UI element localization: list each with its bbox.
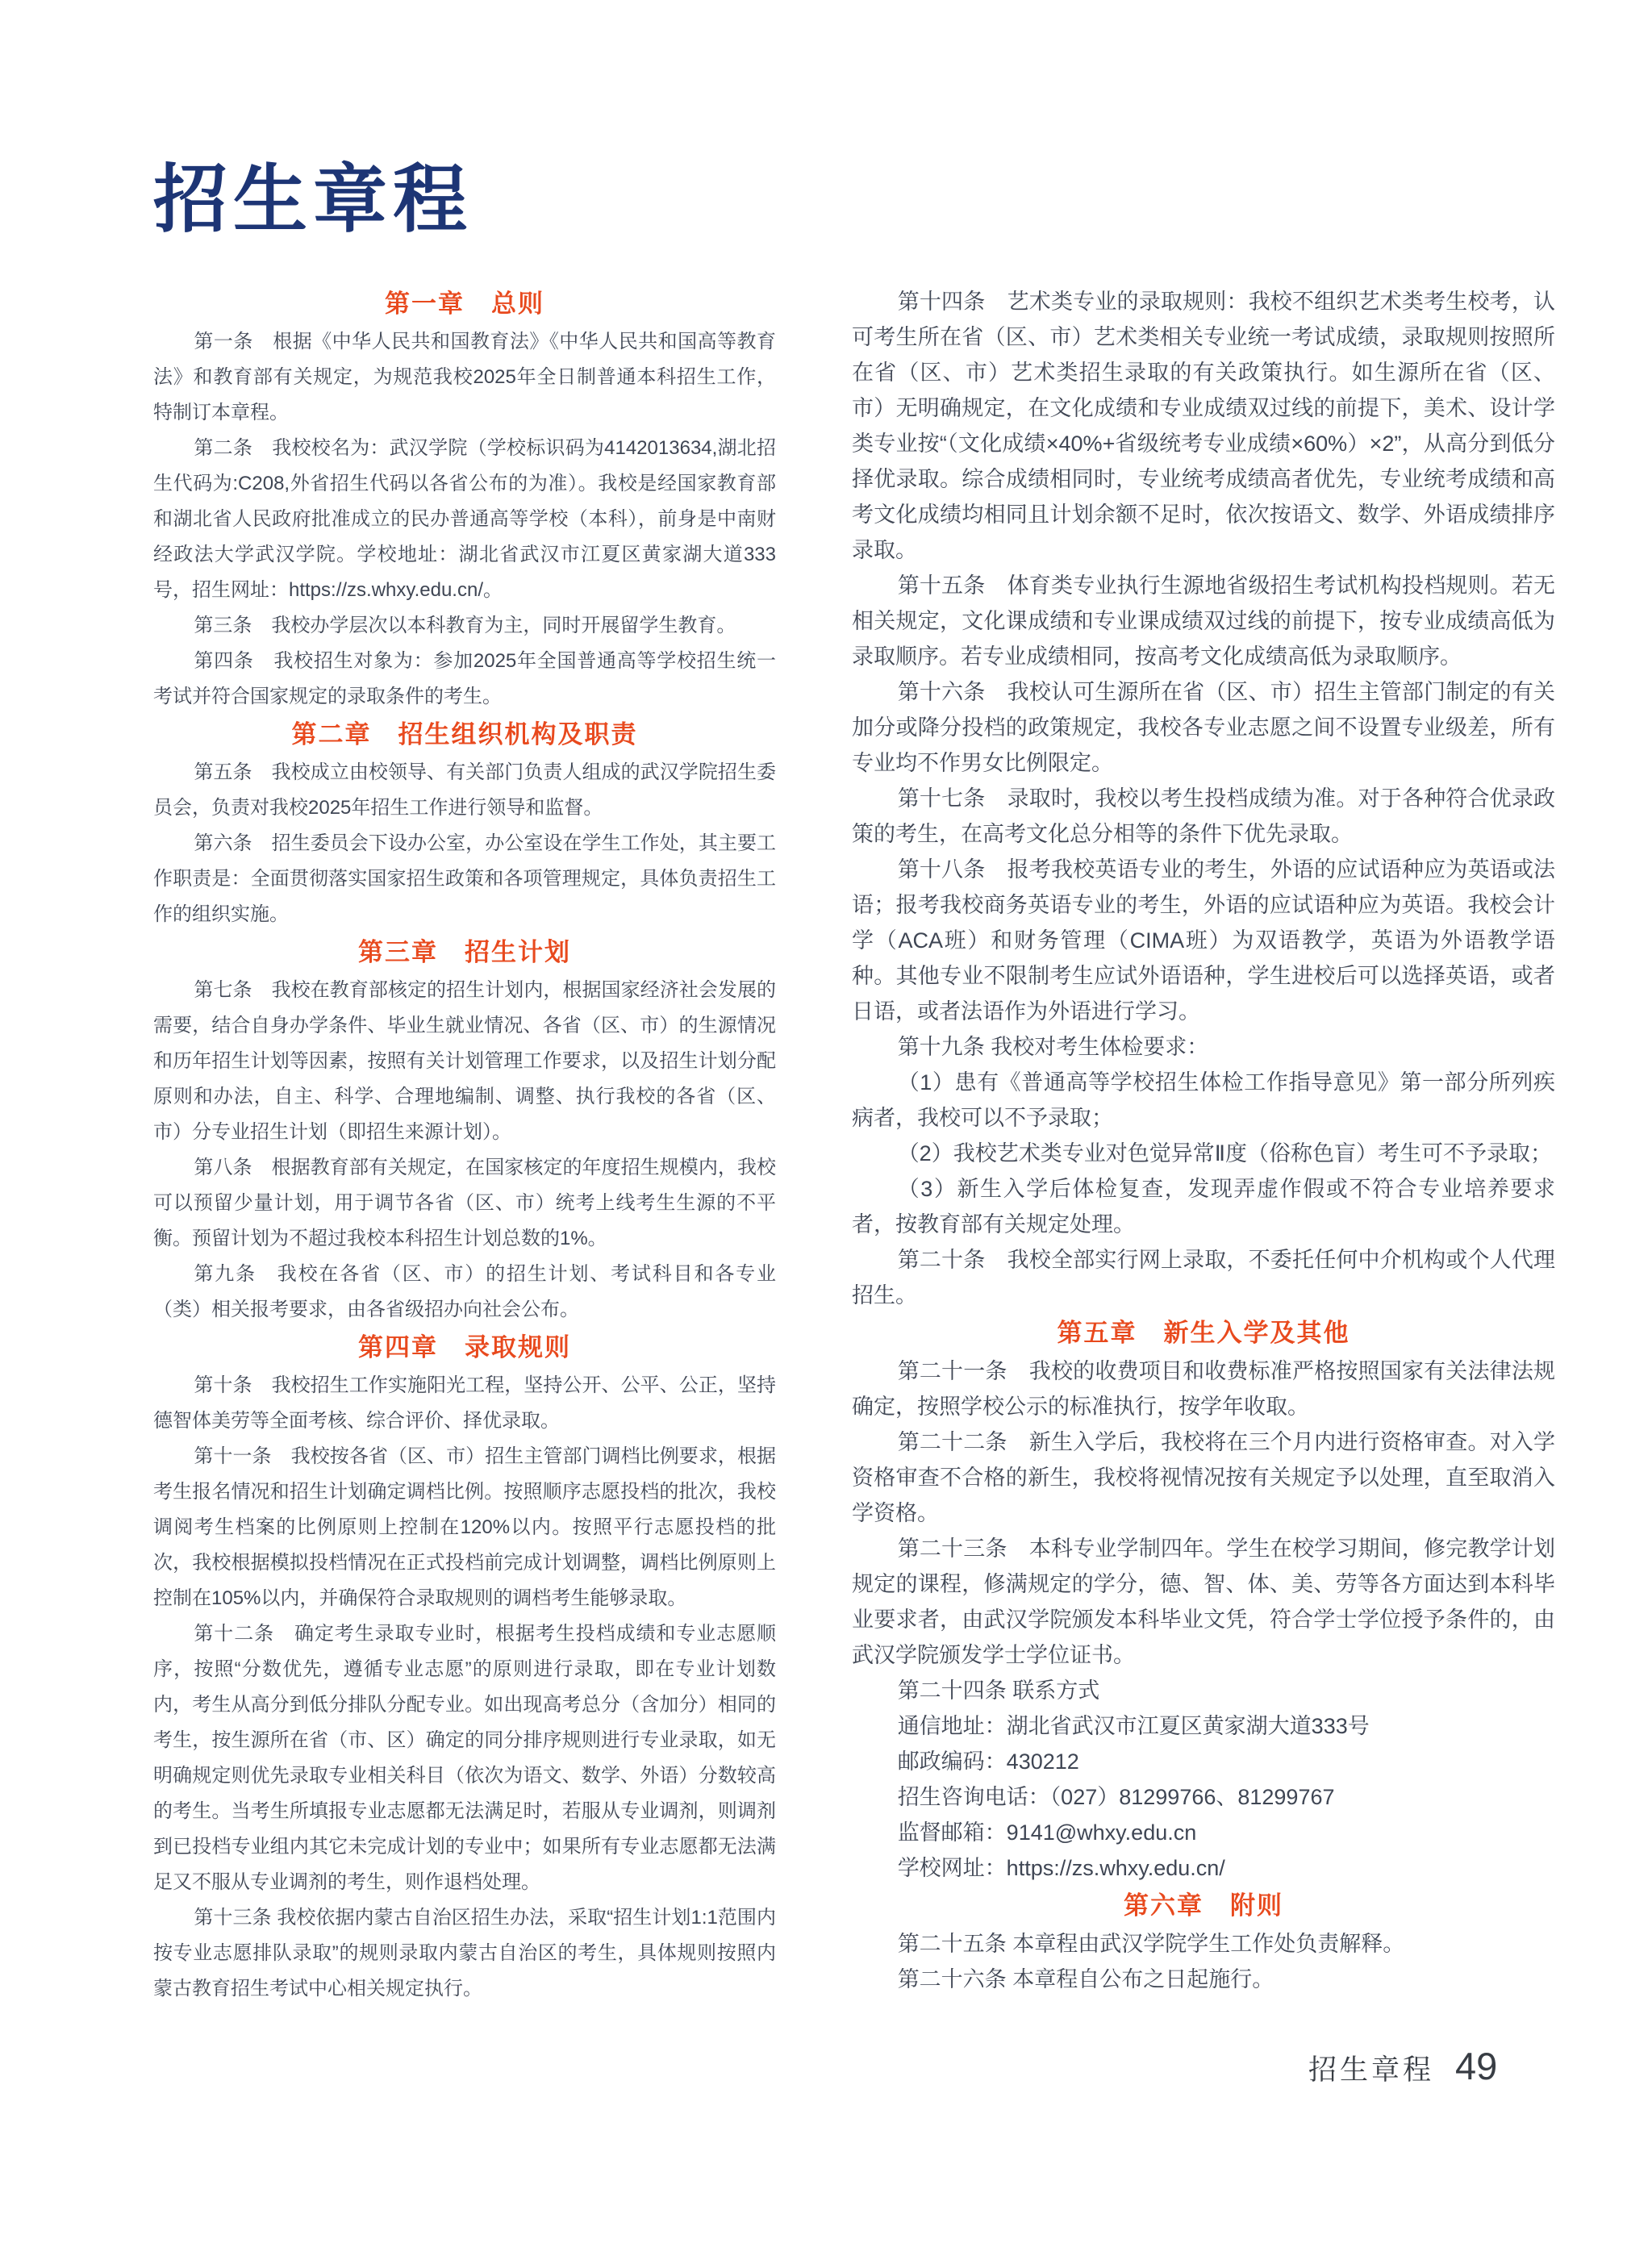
paragraph: 第九条 我校在各省（区、市）的招生计划、考试科目和各专业（类）相关报考要求，由各省级招办向社会公布。 xyxy=(153,1263,776,1320)
paragraph: （3）新生入学后体检复查，发现弄虚作假或不符合专业培养要求者，按教育部有关规定处理。 xyxy=(852,1177,1555,1236)
paragraph: 第二十五条 本章程由武汉学院学生工作处负责解释。 xyxy=(897,1932,1405,1956)
chapter-heading: 第一章 总则 xyxy=(385,290,544,318)
paragraph: 邮政编码：430212 xyxy=(897,1749,1079,1774)
paragraph: 第十五条 体育类专业执行生源地省级招生考试机构投档规则。若无相关规定，文化课成绩和专业课成绩双过线的前提下，按专业成绩高低为录取顺序。若专业成绩相同，按高考文化成绩高低为录取顺序。 xyxy=(852,573,1555,669)
chapter-heading: 第三章 招生计划 xyxy=(358,938,571,966)
paragraph: 第四条 我校招生对象为：参加2025年全国普通高等学校招生统一考试并符合国家规定的录取条件的考生。 xyxy=(153,650,776,707)
paragraph: 第二十条 我校全部实行网上录取，不委托任何中介机构或个人代理招生。 xyxy=(852,1248,1555,1307)
paragraph: 第十二条 确定考生录取专业时，根据考生投档成绩和专业志愿顺序，按照“分数优先，遵循专业志愿”的原则进行录取，即在专业计划数内，考生从高分到低分排队分配专业。如出现高考总分（含加分）相同的考生，按生源所在省（市、区）确定的同分排序规则进行专业录取，如无明确规定则优先录取专业相关科目（依次为语文、数学、外语）分数较高的考生。当考生所填报专业志愿都无法满足时，若服从专业调剂，则调剂到已投档专业组内其它未完成计划的专业中；如果所有专业志愿都无法满足又不服从专业调剂的考生，则作退档处理。 xyxy=(153,1623,776,1893)
paragraph: 第十九条 我校对考生体检要求： xyxy=(897,1035,1209,1059)
paragraph: 第十条 我校招生工作实施阳光工程，坚持公开、公平、公正，坚持德智体美劳等全面考核、综合评价、择优录取。 xyxy=(153,1374,776,1432)
paragraph: 第二十二条 新生入学后，我校将在三个月内进行资格审查。对入学资格审查不合格的新生，我校将视情况按有关规定予以处理，直至取消入学资格。 xyxy=(852,1430,1555,1525)
chapter-heading: 第四章 录取规则 xyxy=(358,1333,571,1362)
chapter-heading: 第五章 新生入学及其他 xyxy=(1057,1319,1350,1347)
paragraph: 第十七条 录取时，我校以考生投档成绩为准。对于各种符合优录政策的考生，在高考文化总分相等的条件下优先录取。 xyxy=(852,786,1555,846)
paragraph: 第二十一条 我校的收费项目和收费标准严格按照国家有关法律法规确定，按照学校公示的标准执行，按学年收取。 xyxy=(852,1359,1555,1419)
footer-page-number: 49 xyxy=(1455,2045,1498,2087)
right-column xyxy=(852,284,1555,1997)
paragraph: （2）我校艺术类专业对色觉异常Ⅱ度（俗称色盲）考生可不予录取； xyxy=(897,1141,1552,1166)
paragraph: 第二条 我校校名为：武汉学院（学校标识码为4142013634,湖北招生代码为:C208,外省招生代码以各省公布的为准）。我校是经国家教育部和湖北省人民政府批准成立的民办普通高等学校（本科），前身是中南财经政法大学武汉学院。学校地址：湖北省武汉市江夏区黄家湖大道333号，招生网址：https://zs.whxy.edu.cn/。 xyxy=(153,437,776,601)
paragraph: （1）患有《普通高等学校招生体检工作指导意见》第一部分所列疾病者，我校可以不予录取； xyxy=(852,1070,1555,1130)
paragraph: 第五条 我校成立由校领导、有关部门负责人组成的武汉学院招生委员会，负责对我校2025年招生工作进行领导和监督。 xyxy=(153,761,776,819)
paragraph: 第十八条 报考我校英语专业的考生，外语的应试语种应为英语或法语；报考我校商务英语专业的考生，外语的应试语种应为英语。我校会计学（ACA班）和财务管理（CIMA班）为双语教学，英语为外语教学语种。其他专业不限制考生应试外语语种，学生进校后可以选择英语，或者日语，或者法语作为外语进行学习。 xyxy=(852,857,1555,1024)
paragraph: 监督邮箱：9141@whxy.edu.cn xyxy=(897,1820,1197,1845)
page-title: 招生章程 xyxy=(153,159,473,241)
paragraph: 第六条 招生委员会下设办公室，办公室设在学生工作处，其主要工作职责是：全面贯彻落实国家招生政策和各项管理规定，具体负责招生工作的组织实施。 xyxy=(153,832,776,925)
chapter-heading: 第六章 附则 xyxy=(1124,1891,1283,1920)
paragraph: 第八条 根据教育部有关规定，在国家核定的年度招生规模内，我校可以预留少量计划，用于调节各省（区、市）统考上线考生生源的不平衡。预留计划为不超过我校本科招生计划总数的1%。 xyxy=(153,1157,776,1249)
paragraph: 第二十六条 本章程自公布之日起施行。 xyxy=(897,1967,1274,1991)
paragraph: 第二十三条 本科专业学制四年。学生在校学习期间，修完教学计划规定的课程，修满规定的学分，德、智、体、美、劳等各方面达到本科毕业要求者，由武汉学院颁发本科毕业文凭，符合学士学位授予条件的，由武汉学院颁发学士学位证书。 xyxy=(852,1537,1555,1667)
paragraph: 第十六条 我校认可生源所在省（区、市）招生主管部门制定的有关加分或降分投档的政策规定，我校各专业志愿之间不设置专业级差，所有专业均不作男女比例限定。 xyxy=(852,680,1555,775)
paragraph: 第三条 我校办学层次以本科教育为主，同时开展留学生教育。 xyxy=(194,615,736,636)
paragraph: 第十一条 我校按各省（区、市）招生主管部门调档比例要求，根据考生报名情况和招生计划确定调档比例。按照顺序志愿投档的批次，我校调阅考生档案的比例原则上控制在120%以内。按照平行志愿投档的批次，我校根据模拟投档情况在正式投档前完成计划调整，调档比例原则上控制在105%以内，并确保符合录取规则的调档考生能够录取。 xyxy=(153,1445,776,1609)
paragraph: 通信地址：湖北省武汉市江夏区黄家湖大道333号 xyxy=(897,1714,1370,1738)
left-column xyxy=(153,284,776,2007)
chapter-heading: 第二章 招生组织机构及职责 xyxy=(291,720,638,749)
footer-section-label: 招生章程 xyxy=(1308,2054,1435,2086)
page-footer xyxy=(1308,2044,1497,2088)
paragraph: 学校网址：https://zs.whxy.edu.cn/ xyxy=(897,1856,1225,1880)
paragraph: 第一条 根据《中华人民共和国教育法》《中华人民共和国高等教育法》和教育部有关规定，为规范我校2025年全日制普通本科招生工作，特制订本章程。 xyxy=(153,331,776,423)
paragraph: 第十四条 艺术类专业的录取规则：我校不组织艺术类考生校考，认可考生所在省（区、市）艺术类相关专业统一考试成绩，录取规则按照所在省（区、市）艺术类招生录取的有关政策执行。如生源所在省（区、市）无明确规定，在文化成绩和专业成绩双过线的前提下，美术、设计学类专业按“（文化成绩×40%+省级统考专业成绩×60%）×2”，从高分到低分择优录取。综合成绩相同时，专业统考成绩高者优先，专业统考成绩和高考文化成绩均相同且计划余额不足时，依次按语文、数学、外语成绩排序录取。 xyxy=(852,290,1555,562)
paragraph: 招生咨询电话：（027）81299766、81299767 xyxy=(897,1785,1335,1809)
paragraph: 第七条 我校在教育部核定的招生计划内，根据国家经济社会发展的需要，结合自身办学条件、毕业生就业情况、各省（区、市）的生源情况和历年招生计划等因素，按照有关计划管理工作要求，以及招生计划分配原则和办法，自主、科学、合理地编制、调整、执行我校的各省（区、市）分专业招生计划（即招生来源计划）。 xyxy=(153,979,776,1143)
paragraph: 第二十四条 联系方式 xyxy=(897,1678,1100,1703)
paragraph: 第十三条 我校依据内蒙古自治区招生办法，采取“招生计划1:1范围内按专业志愿排队录取”的规则录取内蒙古自治区的考生，具体规则按照内蒙古教育招生考试中心相关规定执行。 xyxy=(153,1907,776,2000)
